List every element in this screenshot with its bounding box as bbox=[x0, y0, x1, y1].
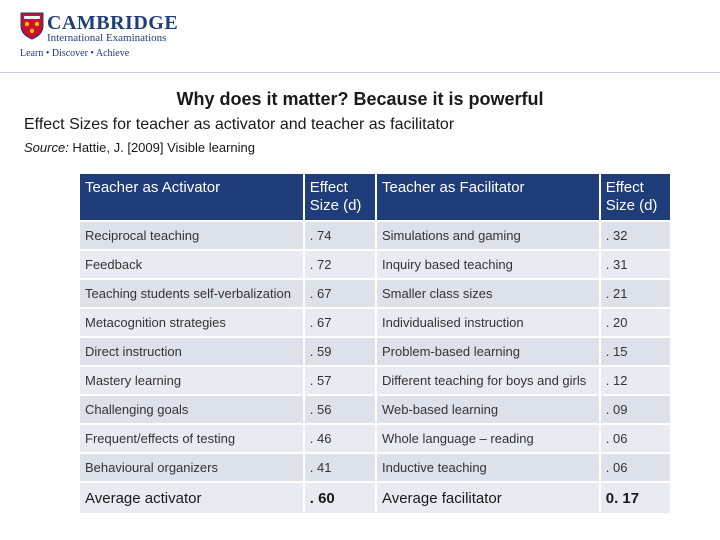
effect-cell: . 21 bbox=[600, 279, 671, 308]
activator-cell: Behavioural organizers bbox=[79, 453, 304, 482]
table-row bbox=[79, 337, 671, 366]
table-row bbox=[79, 221, 671, 250]
effect-size-table bbox=[78, 172, 672, 515]
facilitator-cell: Different teaching for boys and girls bbox=[376, 366, 600, 395]
effect-cell: . 32 bbox=[600, 221, 671, 250]
table-row bbox=[79, 366, 671, 395]
effect-cell: . 20 bbox=[600, 308, 671, 337]
brand-name: CAMBRIDGE bbox=[47, 12, 179, 34]
effect-cell: . 46 bbox=[304, 424, 376, 453]
table-row bbox=[79, 424, 671, 453]
effect-cell: . 41 bbox=[304, 453, 376, 482]
source-text: Hattie, J. [2009] Visible learning bbox=[68, 140, 256, 155]
facilitator-cell: Problem-based learning bbox=[376, 337, 600, 366]
effect-cell: . 15 bbox=[600, 337, 671, 366]
effect-cell: . 12 bbox=[600, 366, 671, 395]
slide-subtitle: Effect Sizes for teacher as activator and teacher as facilitator bbox=[24, 116, 455, 133]
effect-cell: . 06 bbox=[600, 424, 671, 453]
column-header-facilitator: Teacher as Facilitator bbox=[376, 173, 600, 221]
column-header-effect-size: Effect Size (d) bbox=[600, 173, 671, 221]
facilitator-cell: Smaller class sizes bbox=[376, 279, 600, 308]
header-banner bbox=[0, 0, 720, 73]
average-activator-value: . 60 bbox=[304, 482, 376, 514]
cambridge-logo bbox=[20, 12, 180, 62]
table-header-row bbox=[79, 173, 671, 221]
activator-cell: Challenging goals bbox=[79, 395, 304, 424]
slide-title: Why does it matter? Because it is powerful bbox=[176, 89, 544, 109]
average-row bbox=[79, 482, 671, 514]
activator-cell: Metacognition strategies bbox=[79, 308, 304, 337]
effect-cell: . 72 bbox=[304, 250, 376, 279]
activator-cell: Mastery learning bbox=[79, 366, 304, 395]
brand-tagline: Learn • Discover • Achieve bbox=[20, 48, 130, 59]
facilitator-cell: Web-based learning bbox=[376, 395, 600, 424]
effect-cell: . 67 bbox=[304, 308, 376, 337]
effect-cell: . 67 bbox=[304, 279, 376, 308]
average-activator-label: Average activator bbox=[79, 482, 304, 514]
table-row bbox=[79, 395, 671, 424]
effect-cell: . 59 bbox=[304, 337, 376, 366]
facilitator-cell: Whole language – reading bbox=[376, 424, 600, 453]
source-citation bbox=[24, 140, 255, 156]
effect-cell: . 56 bbox=[304, 395, 376, 424]
activator-cell: Frequent/effects of testing bbox=[79, 424, 304, 453]
table-row bbox=[79, 453, 671, 482]
effect-cell: . 74 bbox=[304, 221, 376, 250]
table-row bbox=[79, 279, 671, 308]
source-label: Source: bbox=[24, 140, 69, 155]
activator-cell: Teaching students self-verbalization bbox=[79, 279, 304, 308]
facilitator-cell: Inquiry based teaching bbox=[376, 250, 600, 279]
table-row bbox=[79, 308, 671, 337]
activator-cell: Direct instruction bbox=[79, 337, 304, 366]
effect-cell: . 31 bbox=[600, 250, 671, 279]
average-facilitator-label: Average facilitator bbox=[376, 482, 600, 514]
effect-cell: . 57 bbox=[304, 366, 376, 395]
average-facilitator-value: 0. 17 bbox=[600, 482, 671, 514]
activator-cell: Feedback bbox=[79, 250, 304, 279]
facilitator-cell: Simulations and gaming bbox=[376, 221, 600, 250]
column-header-activator: Teacher as Activator bbox=[79, 173, 304, 221]
table-row bbox=[79, 250, 671, 279]
crest-icon bbox=[20, 12, 44, 40]
facilitator-cell: Individualised instruction bbox=[376, 308, 600, 337]
facilitator-cell: Inductive teaching bbox=[376, 453, 600, 482]
brand-subtitle: International Examinations bbox=[47, 32, 167, 44]
effect-cell: . 06 bbox=[600, 453, 671, 482]
activator-cell: Reciprocal teaching bbox=[79, 221, 304, 250]
effect-cell: . 09 bbox=[600, 395, 671, 424]
column-header-effect-size: Effect Size (d) bbox=[304, 173, 376, 221]
